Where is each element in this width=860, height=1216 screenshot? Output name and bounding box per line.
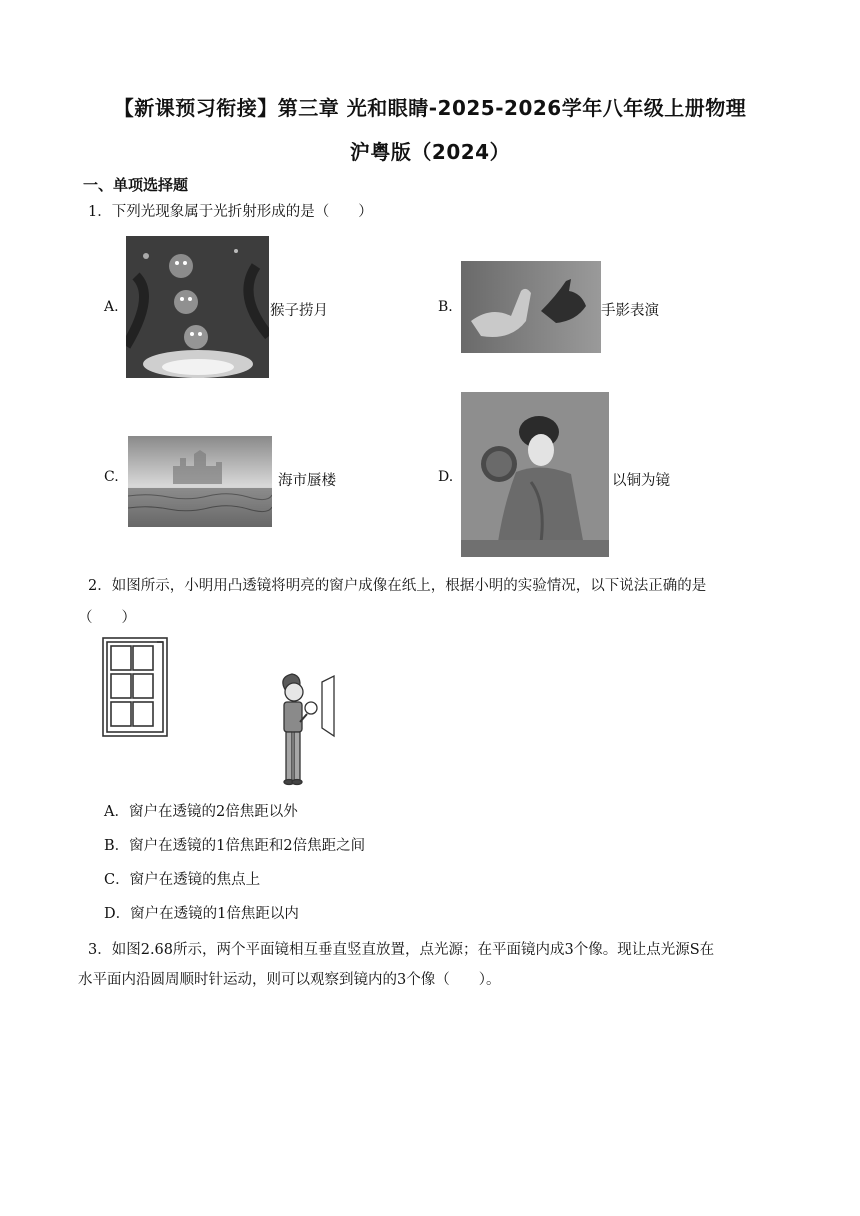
q1-option-b-letter: B.	[438, 299, 453, 315]
q1-option-d-caption: 以铜为镜	[612, 473, 670, 489]
q2-stem-line-1: 2．如图所示，小明用凸透镜将明亮的窗户成像在纸上，根据小明的实验情况，以下说法正确的是	[88, 578, 707, 594]
q2-diagram	[100, 636, 340, 788]
q2-stem-line-2: （ ）	[78, 610, 136, 626]
q2-choice-c: C．窗户在透镜的焦点上	[104, 872, 261, 888]
q1-option-c-image	[128, 436, 272, 527]
q2-choice-b: B．窗户在透镜的1倍焦距和2倍焦距之间	[104, 838, 366, 854]
q1-option-a-caption: 猴子捞月	[270, 303, 328, 319]
q3-line-2: 水平面内沿圆周顺时针运动，则可以观察到镜内的3个像（ ）。	[78, 972, 501, 988]
q1-option-a-letter: A.	[104, 299, 119, 315]
q1-option-c-letter: C.	[104, 469, 119, 485]
q3-line-1: 3．如图2.68所示，两个平面镜相互垂直竖直放置，点光源；在平面镜内成3个像。现让点光源S在	[88, 942, 715, 958]
section-heading: 一、单项选择题	[83, 176, 189, 194]
q2-choice-a: A．窗户在透镜的2倍焦距以外	[104, 804, 298, 820]
boy-illustration	[283, 674, 334, 785]
q2-choice-d: D．窗户在透镜的1倍焦距以内	[104, 906, 299, 922]
q1-option-b-image	[461, 261, 601, 353]
title-line-1: 【新课预习衔接】第三章 光和眼睛-2025-2026学年八年级上册物理	[113, 96, 747, 120]
title-line-2: 沪粤版（2024）	[349, 140, 511, 164]
q1-stem: 1．下列光现象属于光折射形成的是（ ）	[88, 204, 373, 220]
q1-option-c-caption: 海市蜃楼	[278, 473, 336, 489]
q1-option-b-caption: 手影表演	[601, 303, 659, 319]
q1-option-a-image	[126, 236, 269, 378]
q1-option-d-letter: D.	[438, 469, 454, 485]
window-illustration	[103, 638, 167, 736]
q1-option-d-image	[461, 392, 609, 557]
